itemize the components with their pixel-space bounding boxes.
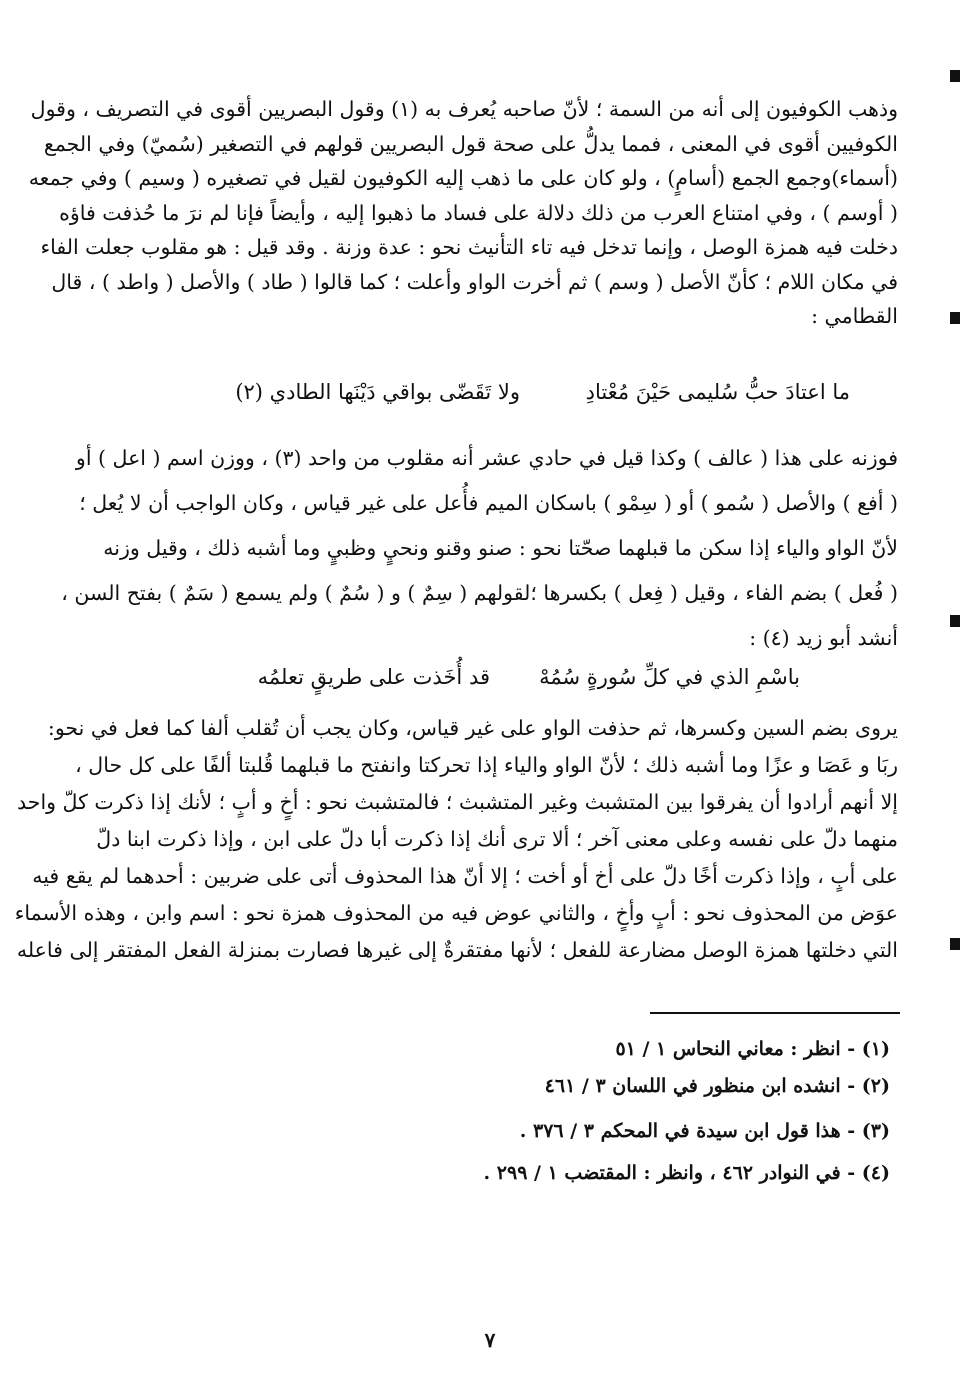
- edge-mark: [950, 615, 960, 627]
- text-line: دخلت فيه همزة الوصل ، وإنما تدخل فيه تاء التأنيث نحو : عدة وزنة . وقد قيل : هو مقلوب جعلت الفاء: [40, 235, 898, 259]
- footnote-4: (٤) - في النوادر ٤٦٢ ، وانظر : المقتضب ١ / ٢٩٩ .: [483, 1162, 890, 1184]
- text-line: ( أفع ) والأصل ( سُمو ) أو ( سِمْو ) باسكان الميم فأُعل على غير قياس ، وكان الواجب أن لا يُعل ؛: [79, 491, 898, 515]
- text-line: ( فُعل ) بضم الفاء ، وقيل ( فِعل ) بكسرها ؛لقولهم ( سِمٌ ) و ( سُمٌ ) ولم يسمع ( سَمٌ ) بفتح السن ،: [61, 581, 898, 605]
- text-line: وذهب الكوفيون إلى أنه من السمة ؛ لأنّ صاحبه يُعرف به (١) وقول البصريين أقوى في التصريف ، وقول: [30, 97, 898, 121]
- text-line: فوزنه على هذا ( عالف ) وكذا قيل في حادي عشر أنه مقلوب من واحد (٣) ، ووزن اسم ( اعل ) أو: [75, 446, 898, 470]
- text-line: إلا أنهم أرادوا أن يفرقوا بين المتشبث وغير المتشبث ؛ فالمتشبث نحو : أخٍ و أبٍ ؛ لأنك إذا ذكرت كلّ واحد: [17, 790, 898, 814]
- edge-mark: [950, 70, 960, 82]
- text-line: لأنّ الواو والياء إذا سكن ما قبلهما صحّتا نحو : صنو وقنو ونحيٍ وظبيٍ وما أشبه ذلك ، وقيل وزنه: [103, 536, 898, 560]
- text-line: في مكان اللام ؛ كأنّ الأصل ( وسم ) ثم أخرت الواو وأعلت ؛ كما قالوا ( طاد ) والأصل ( واطد ) ، قال: [51, 269, 898, 294]
- edge-mark: [950, 312, 960, 324]
- text-line: عوَض من المحذوف نحو : أبٍ وأخٍ ، والثاني عوض فيه من المحذوف همزة نحو : اسم وابن ، وهذه الأسماء: [14, 901, 898, 925]
- text-line: الكوفيين أقوى في المعنى ، فمما يدلُّ على صحة قول البصريين قولهم في التصغير (سُميّ) وفي الجمع: [43, 131, 898, 156]
- verse-1-second-hemistich: ولا تَقَضّى بواقي دَيْنَها الطادي (٢): [235, 380, 520, 404]
- verse-2-first-hemistich: باسْمِ الذي في كلِّ سُورةٍ سُمُهْ: [539, 665, 800, 689]
- footnote-1: (١) - انظر : معاني النحاس ١ / ٥١: [615, 1038, 890, 1060]
- text-line: التي دخلتها همزة الوصل مضارعة للفعل ؛ لأنها مفتقرةٌ إلى غيرها فصارت بمنزلة الفعل المفتقر إلى فاعله: [16, 938, 898, 962]
- text-line: ربَا و عَصَا و عزًا وما أشبه ذلك ؛ لأنّ الواو والياء إذا تحركتا وانفتح ما قبلهما قُلبتا ألفًا على كل حال ،: [75, 753, 898, 777]
- text-line: القطامي :: [811, 304, 898, 328]
- text-line: يروى بضم السين وكسرها، ثم حذفت الواو على غير قياس، وكان يجب أن تُقلب ألفا كما فعل في نحو:: [47, 716, 898, 740]
- verse-1-first-hemistich: ما اعتادَ حبُّ سُليمى حَيْنَ مُعْتادِ: [585, 380, 850, 404]
- text-line: ( أوسم ) ، وفي امتناع العرب من ذلك دلالة على فساد ما ذهبوا إليه ، وأيضاً فإنا لم نرَ ما حُذفت فاؤه: [59, 200, 898, 225]
- paragraph-1: [28, 92, 898, 334]
- verse-2-second-hemistich: قد أُخَذت على طريقٍ تعلمُه: [257, 665, 490, 689]
- edge-mark: [950, 938, 960, 950]
- paragraph-2: [61, 436, 898, 661]
- text-line: على أبٍ ، وإذا ذكرت أخًا دلّ على أخ أو أخت ؛ إلا أنّ هذا المحذوف أتى على ضربين : أحدهما لم يقع فيه: [32, 864, 898, 888]
- footnote-2: (٢) - انشده ابن منظور في اللسان ٣ / ٤٦١: [544, 1075, 890, 1097]
- page-number: ٧: [484, 1328, 496, 1352]
- footnote-3: (٣) - هذا قول ابن سيدة في المحكم ٣ / ٣٧٦ .: [519, 1120, 890, 1142]
- text-line: أنشد أبو زيد (٤) :: [749, 626, 898, 650]
- text-line: (أسماء)وجمع الجمع (أسامٍ) ، ولو كان على ما ذهب إليه الكوفيون لقيل في تصغيره ( وسيم ) وفي جمعه: [28, 166, 898, 190]
- footnote-separator: [650, 1012, 900, 1014]
- text-line: منهما دلّ على نفسه وعلى معنى آخر ؛ ألا ترى أنك إذا ذكرت أبا دلّ على ابن ، وإذا ذكرت ابنا دلّ: [96, 827, 898, 851]
- paragraph-3: [14, 710, 898, 969]
